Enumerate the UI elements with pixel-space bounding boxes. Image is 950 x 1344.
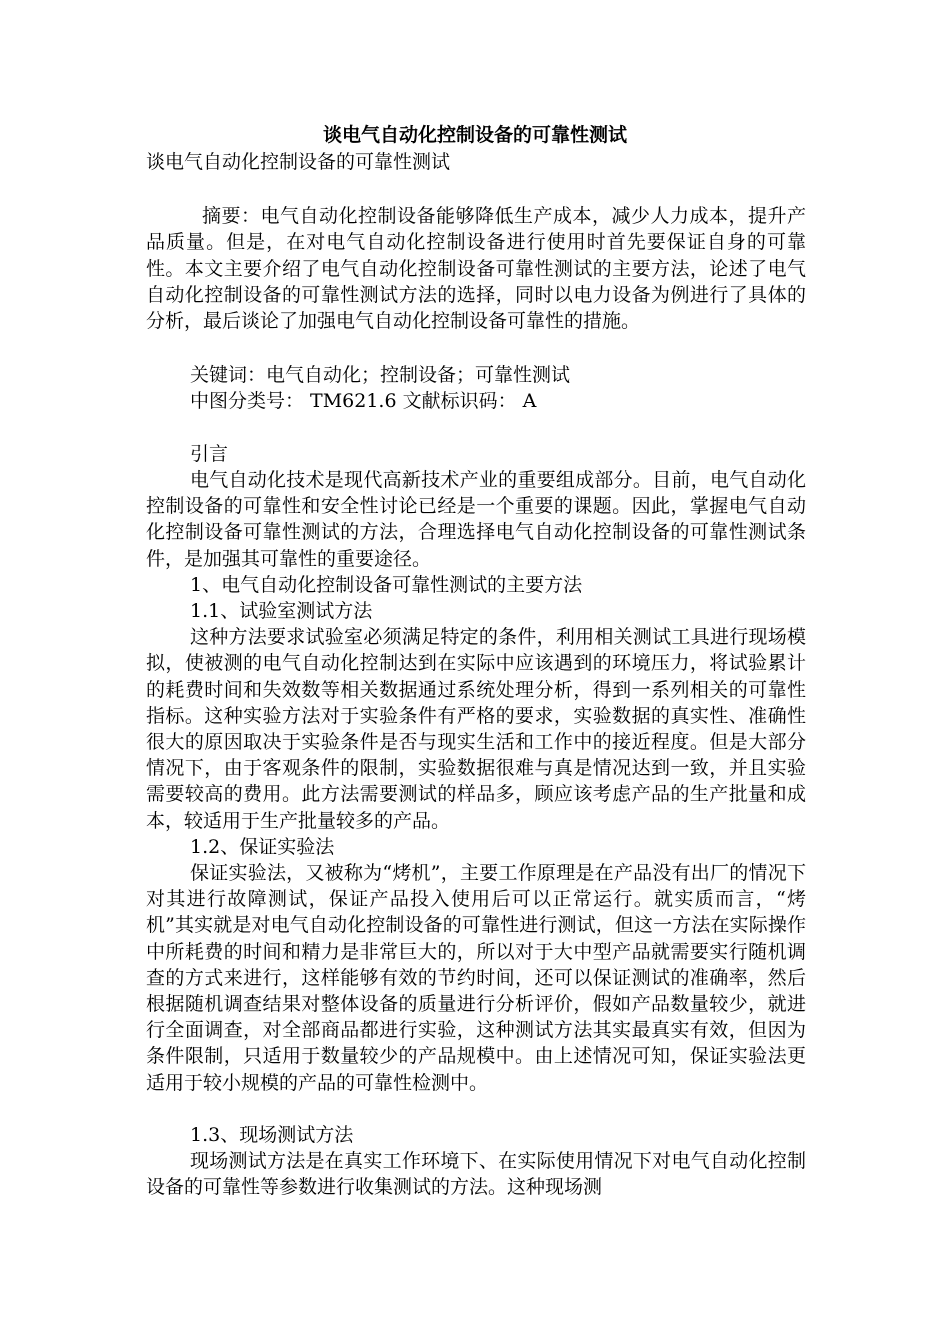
section-1-1-heading: 1.1、试验室测试方法 (190, 600, 373, 623)
document-subtitle: 谈电气自动化控制设备的可靠性测试 (146, 151, 451, 173)
document-body (146, 149, 806, 1201)
intro-heading: 引言 (190, 442, 229, 465)
section-1-2-paragraph: 保证实验法，又被称为“烤机”，主要工作原理是在产品没有出厂的情况下对其进行故障测试，保证产品投入使用后可以正常运行。就实质而言，“烤机”其实就是对电气自动化控制设备的可靠性进行测试，但这一方法在实际操作中所耗费的时间和精力是非常巨大的，所以对于大中型产品就需要实行随机调查的方式来进行，这样能够有效的节约时间，还可以保证测试的准确率，然后根据随机调查结果对整体设备的质量进行分析评价，假如产品数量较少，就进行全面调查，对全部商品都进行实验，这种测试方法其实最真实有效，但因为条件限制，只适用于数量较少的产品规模中。由上述情况可知，保证实验法更适用于较小规模的产品的可靠性检测中。 (146, 862, 806, 1094)
intro-paragraph: 电气自动化技术是现代高新技术产业的重要组成部分。目前，电气自动化控制设备的可靠性和安全性讨论已经是一个重要的课题。因此，掌握电气自动化控制设备可靠性测试的方法，合理选择电气自动化控制设备的可靠性测试条件，是加强其可靠性的重要途径。 (146, 469, 806, 570)
document-title: 谈电气自动化控制设备的可靠性测试 (322, 124, 627, 146)
keywords-line: 关键词：电气自动化；控制设备；可靠性测试 (190, 364, 571, 387)
spacer (146, 1096, 806, 1122)
section-1-3-heading: 1.3、现场测试方法 (190, 1124, 354, 1147)
abstract-paragraph: 摘要：电气自动化控制设备能够降低生产成本，减少人力成本，提升产品质量。但是，在对电气自动化控制设备进行使用时首先要保证自身的可靠性。本文主要介绍了电气自动化控制设备可靠性测试的主要方法，论述了电气自动化控制设备的可靠性测试方法的选择，同时以电力设备为例进行了具体的分析，最后谈论了加强电气自动化控制设备可靠性的措施。 (146, 205, 806, 333)
classification-line: 中图分类号： TM621.6 文献标识码： A (190, 390, 537, 413)
spacer (146, 415, 806, 441)
section-1-3-paragraph: 现场测试方法是在真实工作环境下、在实际使用情况下对电气自动化控制设备的可靠性等参数进行收集测试的方法。这种现场测 (146, 1150, 806, 1199)
spacer (146, 334, 806, 362)
spacer (146, 175, 806, 203)
section-1-heading: 1、电气自动化控制设备可靠性测试的主要方法 (190, 573, 583, 596)
section-1-1-paragraph: 这种方法要求试验室必须满足特定的条件，利用相关测试工具进行现场模拟，使被测的电气自动化控制达到在实际中应该遇到的环境压力，将试验累计的耗费时间和失效数等相关数据通过系统处理分析，得到一系列相关的可靠性指标。这种实验方法对于实验条件有严格的要求，实验数据的真实性、准确性很大的原因取决于实验条件是否与现实生活和工作中的接近程度。但是大部分情况下，由于客观条件的限制，实验数据很难与真是情况达到一致，并且实验需要较高的费用。此方法需要测试的样品多，顾应该考虑产品的生产批量和成本，较适用于生产批量较多的产品。 (146, 626, 806, 832)
section-1-2-heading: 1.2、保证实验法 (190, 835, 335, 858)
